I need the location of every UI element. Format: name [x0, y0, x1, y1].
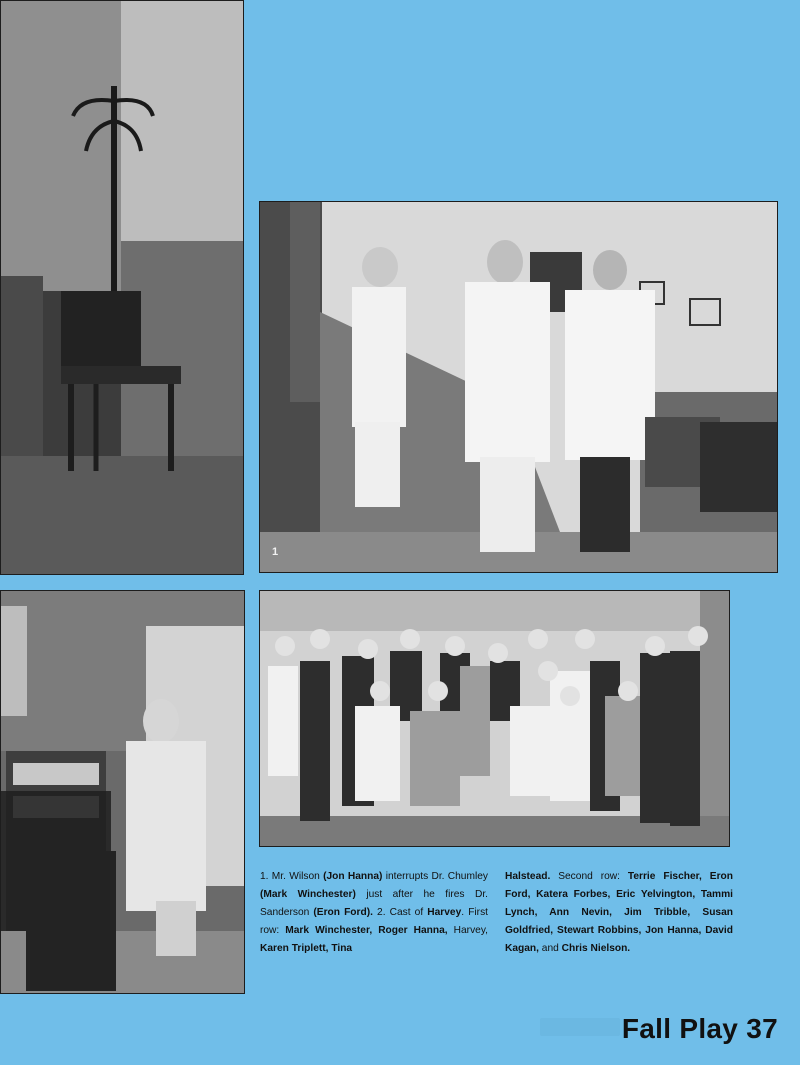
caption-left-run: 2. Cast of — [372, 907, 428, 919]
caption-right-run: Second row: — [550, 871, 628, 883]
caption-right-column — [505, 868, 733, 958]
caption-right-run: and — [538, 943, 562, 955]
caption-left-run: Harvey — [427, 907, 462, 919]
caption-left-run: (Mark Winchester) — [260, 889, 356, 901]
photo-coat-rack-chairs — [0, 0, 244, 575]
caption-left-column — [260, 868, 488, 958]
caption-left-run: just after he fires Dr. Sanderson — [260, 889, 488, 919]
caption-left-run: Harvey, — [447, 925, 488, 937]
faded-bleed-through-text — [540, 1018, 620, 1036]
page-folio: Fall Play 37 — [621, 1013, 778, 1044]
caption-left-run: Karen Triplett, Tina — [260, 943, 353, 955]
caption-left-run: Mark Winchester, Roger Hanna, — [285, 925, 448, 937]
caption-right-run: Terrie Fischer, Eron Ford, Katera Forbes, Eric Yelvington, Tammi Lynch, Ann Nevin, Jim Tribble, Susan Goldfried, Stewart Robbins, Jon Hanna, David Kagan, — [505, 871, 733, 955]
caption-left-run: . First row: — [260, 907, 488, 937]
caption-left-run: (Eron Ford). — [313, 907, 373, 919]
caption-left-run: (Jon Hanna) — [323, 871, 383, 883]
caption-right-run: Chris Nielson. — [561, 943, 631, 955]
photo-seated-actress — [0, 590, 245, 994]
caption-left-run: interrupts Dr. Chumley — [382, 871, 488, 883]
caption-left-run: 1. Mr. Wilson — [260, 871, 324, 883]
photo-cast-group — [259, 590, 730, 847]
photo-number-1: 1 — [272, 546, 279, 558]
caption-right-run: Halstead. — [505, 871, 551, 883]
photo-stage-scene — [259, 201, 778, 573]
